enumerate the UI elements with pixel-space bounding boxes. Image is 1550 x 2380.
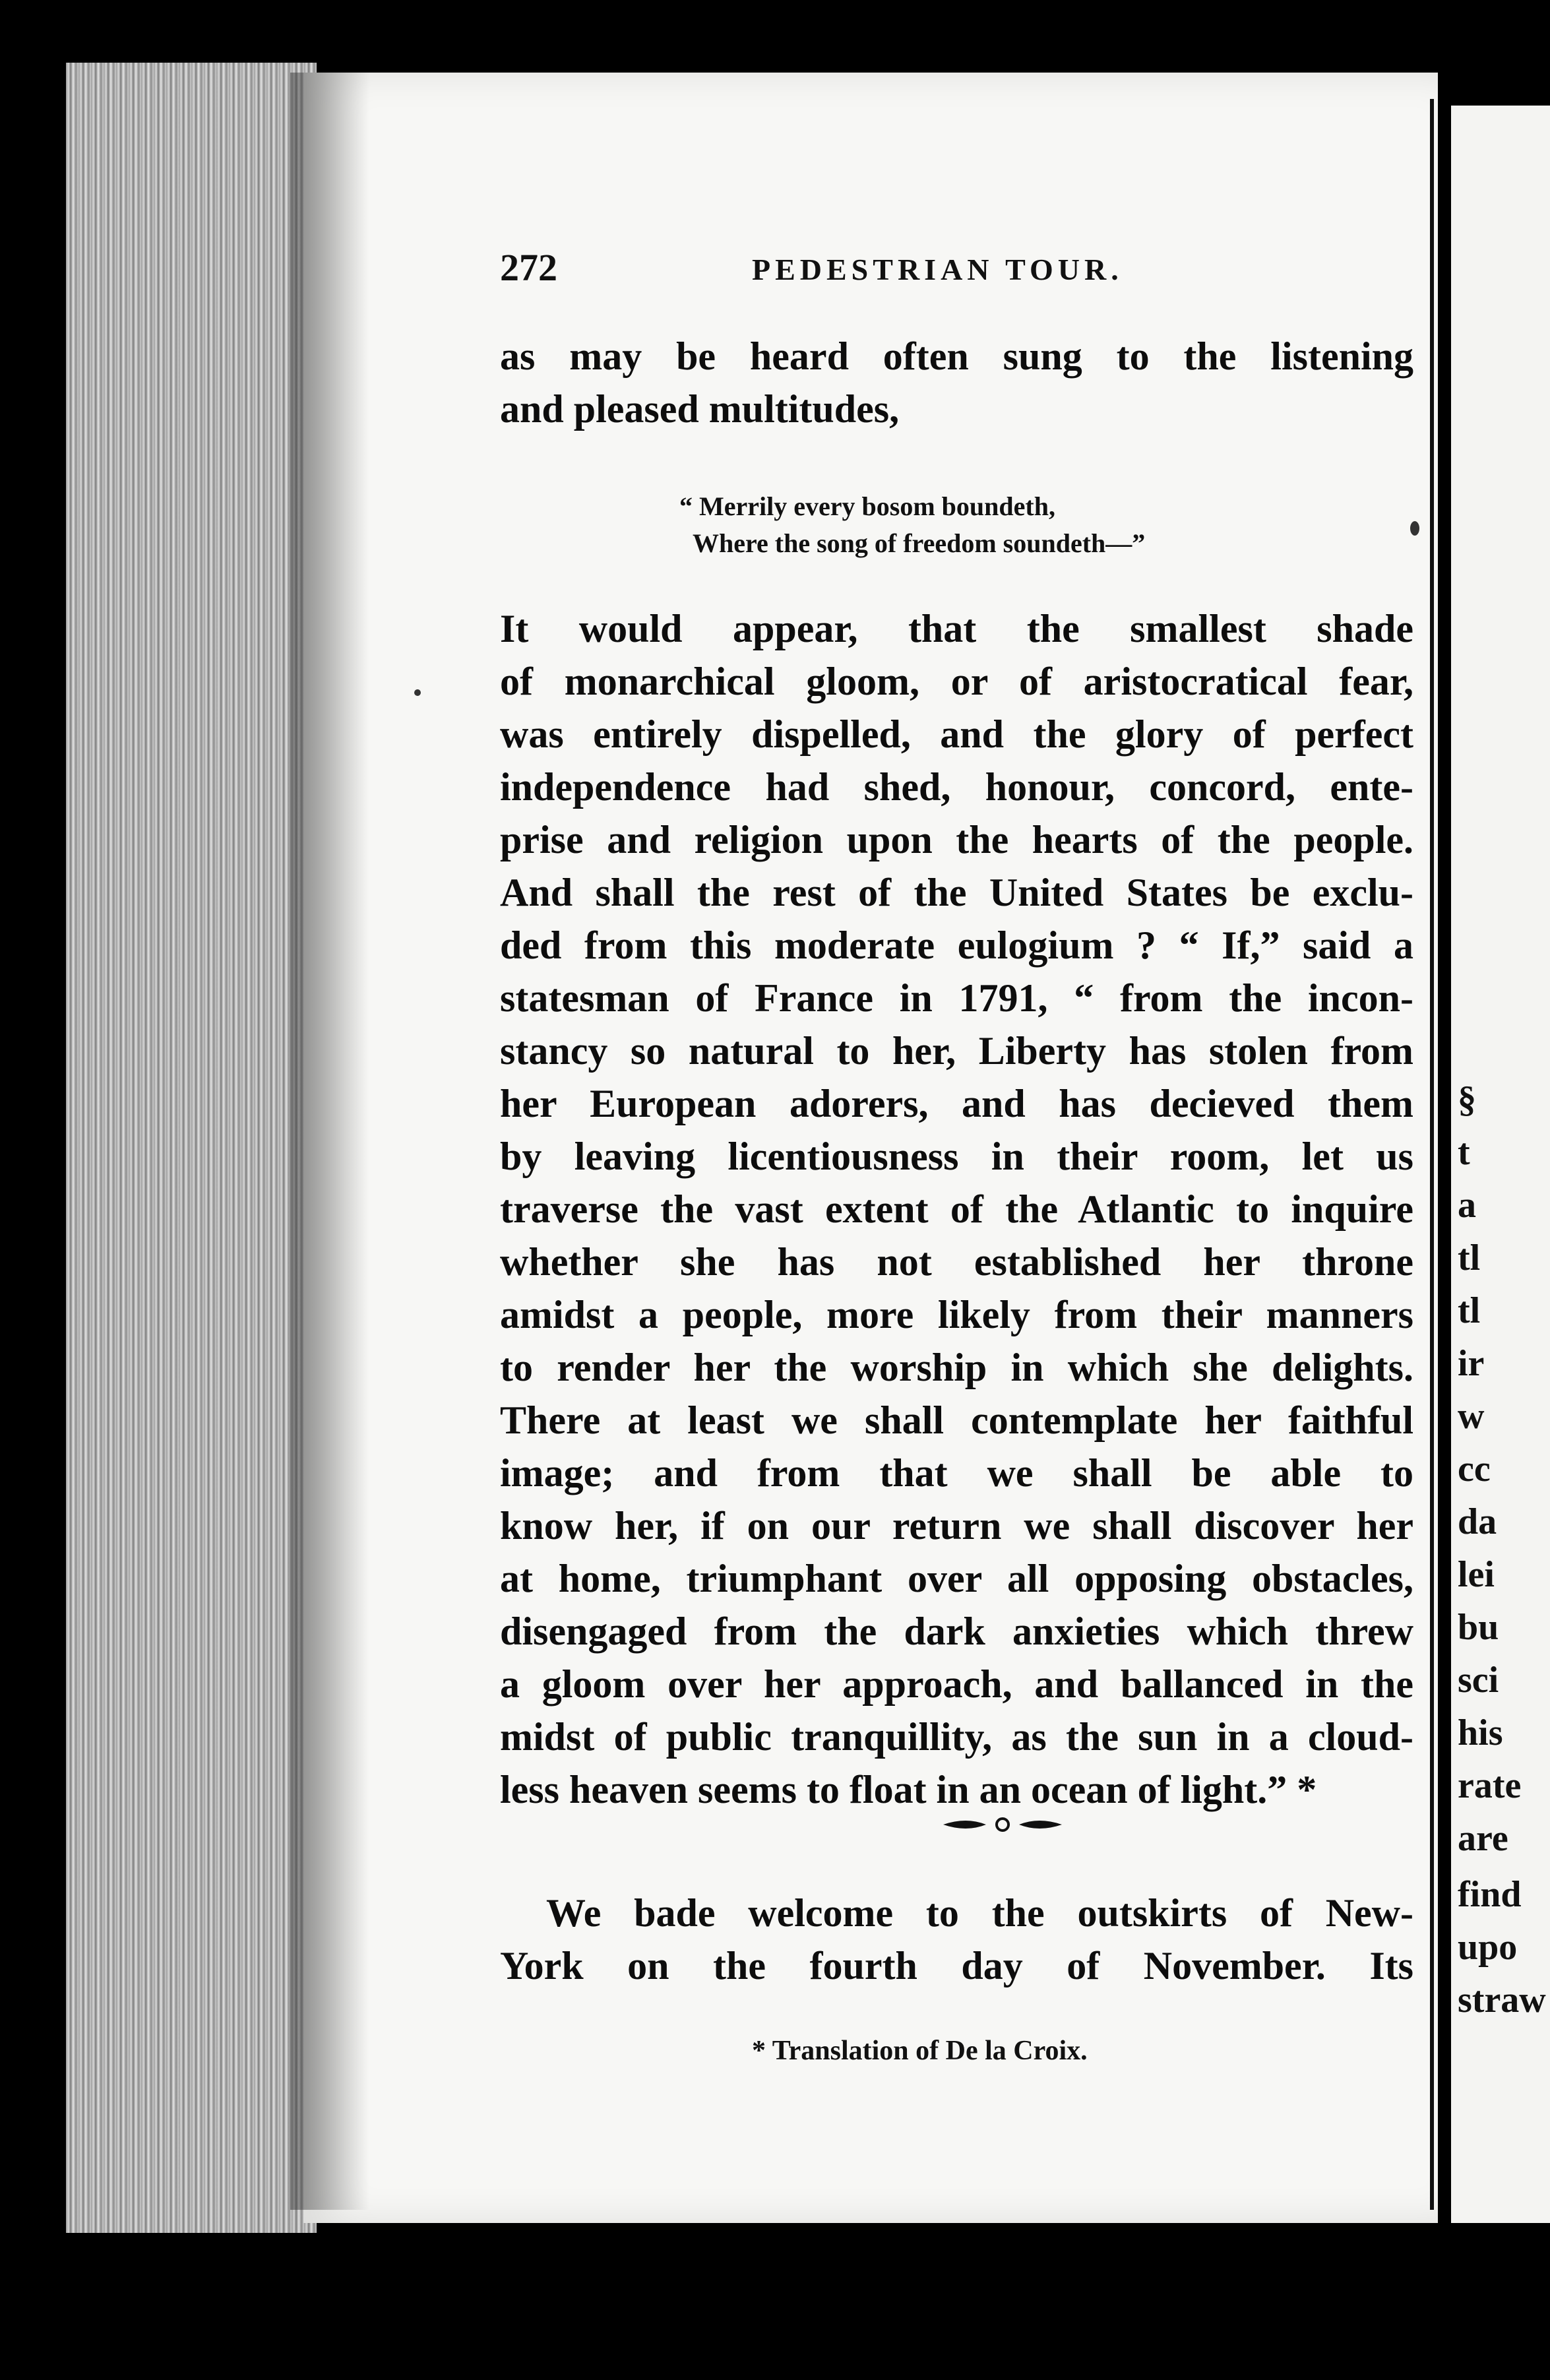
- paper-speck: [1410, 521, 1419, 536]
- page-edge-line: [1430, 99, 1434, 2210]
- next-page-word: are: [1458, 1818, 1508, 1859]
- next-page-word: straw: [1458, 1980, 1546, 2020]
- next-page-word: his: [1458, 1712, 1503, 1753]
- text-line: to render her the worship in which she delights.: [500, 1346, 1413, 1389]
- paragraph-1: [500, 330, 1413, 435]
- next-page-word: tl: [1458, 1290, 1481, 1331]
- text-line: traverse the vast extent of the Atlantic to inquire: [500, 1187, 1413, 1231]
- next-page-word: t: [1458, 1132, 1470, 1173]
- next-page-fragment: [1451, 106, 1550, 2223]
- next-page-word: rate: [1458, 1765, 1522, 1806]
- text-line: less heaven seems to float in an ocean of light.” *: [500, 1768, 1317, 1811]
- text-line: image; and from that we shall be able to: [500, 1451, 1413, 1495]
- verse-line: “ Merrily every bosom boundeth,: [679, 491, 1055, 521]
- text-line: There at least we shall contemplate her faithful: [500, 1398, 1413, 1442]
- paper-speck: [414, 689, 421, 696]
- paragraph-2: [500, 602, 1413, 1816]
- verse-quote: [679, 488, 1339, 562]
- text-line: York on the fourth day of November. Its: [500, 1944, 1413, 1988]
- text-line: And shall the rest of the United States be exclu-: [500, 871, 1413, 914]
- next-page-word: a: [1458, 1185, 1476, 1226]
- gutter-shadow: [290, 73, 369, 2210]
- next-page-word: bu: [1458, 1607, 1499, 1648]
- text-line: It would appear, that the smallest shade: [500, 607, 1413, 650]
- next-page-word: tl: [1458, 1237, 1481, 1278]
- next-page-word: w: [1458, 1396, 1485, 1437]
- next-page-word: da: [1458, 1501, 1497, 1542]
- text-line: at home, triumphant over all opposing obstacles,: [500, 1557, 1413, 1600]
- book-page-edges: [66, 63, 317, 2233]
- text-line: We bade welcome to the outskirts of New-: [546, 1891, 1413, 1935]
- text-line: her European adorers, and has decieved them: [500, 1082, 1413, 1125]
- running-head: [0, 245, 1550, 292]
- text-line: disengaged from the dark anxieties which threw: [500, 1610, 1413, 1653]
- section-divider-ornament: [940, 1811, 1065, 1838]
- text-line: midst of public tranquillity, as the sun in a cloud-: [500, 1715, 1413, 1759]
- text-line: as may be heard often sung to the listening: [500, 334, 1413, 378]
- text-line: a gloom over her approach, and ballanced in the: [500, 1662, 1413, 1706]
- text-line: was entirely dispelled, and the glory of perfect: [500, 712, 1413, 756]
- text-line: whether she has not established her throne: [500, 1240, 1413, 1284]
- text-line: ded from this moderate eulogium ? “ If,” said a: [500, 924, 1413, 967]
- footnote: * Translation of De la Croix.: [752, 2036, 1088, 2066]
- next-page-word: lei: [1458, 1554, 1495, 1595]
- text-line: by leaving licentiousness in their room, let us: [500, 1135, 1413, 1178]
- text-line: amidst a people, more likely from their manners: [500, 1293, 1413, 1336]
- text-line: statesman of France in 1791, “ from the incon-: [500, 976, 1413, 1020]
- next-page-word: §: [1458, 1079, 1476, 1120]
- paragraph-3: [500, 1887, 1413, 1992]
- next-page-word: cc: [1458, 1449, 1491, 1489]
- text-line: and pleased multitudes,: [500, 387, 900, 431]
- next-page-word: ir: [1458, 1343, 1485, 1384]
- text-line: prise and religion upon the hearts of the people.: [500, 818, 1413, 861]
- next-page-word: find: [1458, 1874, 1522, 1915]
- next-page-word: sci: [1458, 1660, 1499, 1701]
- text-line: know her, if on our return we shall discover her: [500, 1504, 1413, 1548]
- text-line: of monarchical gloom, or of aristocratical fear,: [500, 660, 1413, 703]
- text-line: independence had shed, honour, concord, ente-: [500, 765, 1413, 809]
- running-title: PEDESTRIAN TOUR.: [752, 253, 1123, 286]
- text-line: stancy so natural to her, Liberty has stolen from: [500, 1029, 1413, 1073]
- next-page-word: upo: [1458, 1927, 1518, 1968]
- verse-line: Where the song of freedom soundeth—”: [693, 528, 1146, 558]
- page-number: 272: [500, 246, 557, 289]
